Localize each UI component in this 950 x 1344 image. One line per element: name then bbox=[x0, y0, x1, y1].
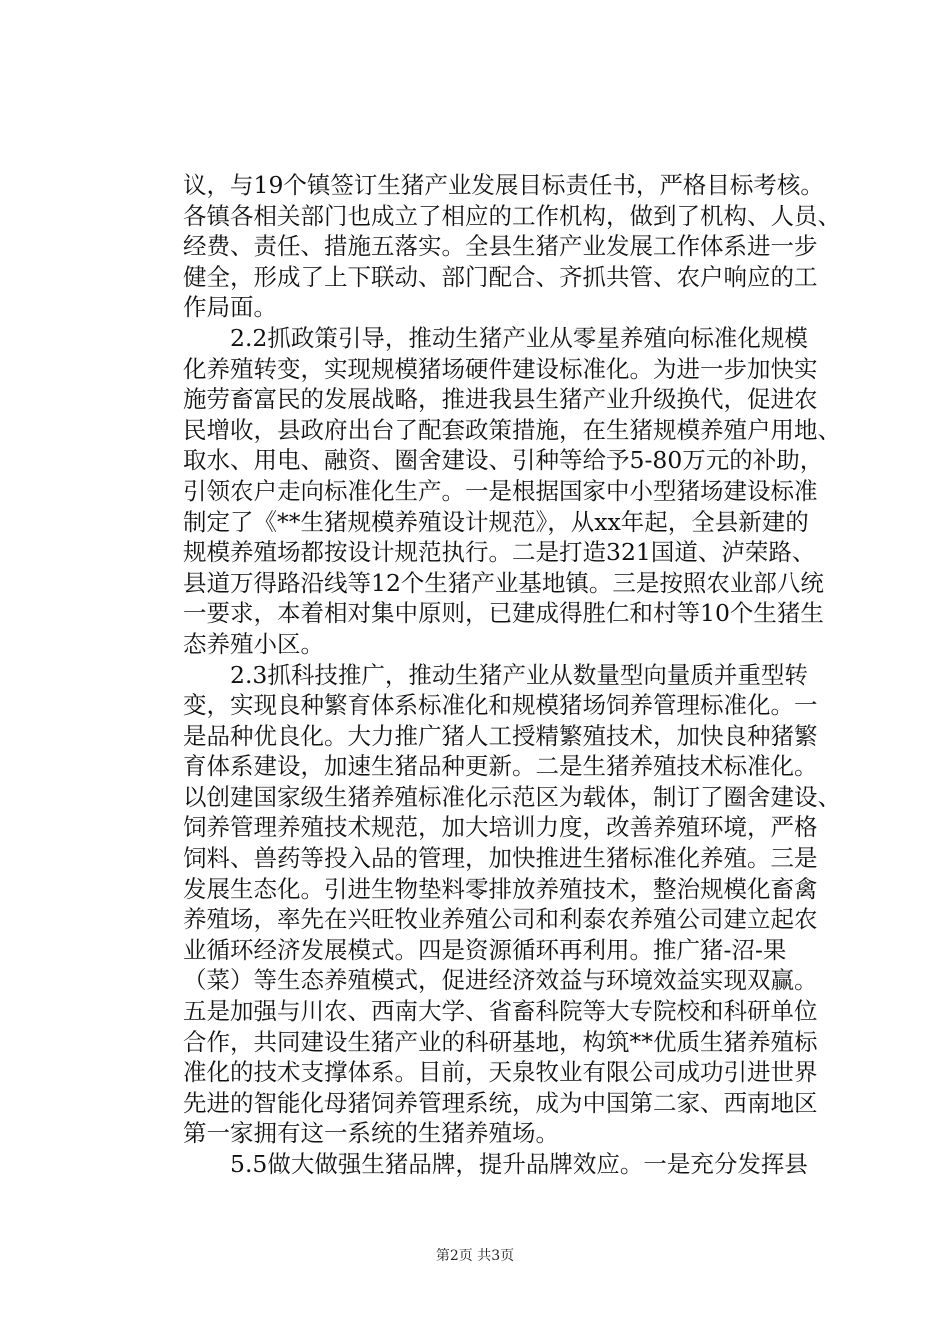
page-footer bbox=[0, 1245, 950, 1265]
text-line: 五是加强与川农、西南大学、省畜科院等大专院校和科研单位 bbox=[183, 997, 818, 1026]
text-line: 制定了《**生猪规模养殖设计规范》，从xx年起，全县新建的 bbox=[183, 507, 809, 536]
text-line: 5.5做大做强生猪品牌，提升品牌效应。一是充分发挥县 bbox=[183, 1150, 808, 1178]
text-line: 饲养管理养殖技术规范，加大培训力度，改善养殖环境，严格 bbox=[183, 813, 818, 842]
text-line: 规模养殖场都按设计规范执行。二是打造321国道、泸荣路、 bbox=[183, 538, 816, 567]
text-line: 化养殖转变，实现规模猪场硬件建设标准化。为进一步加快实 bbox=[183, 354, 818, 383]
page-number-label: 第2页 共3页 bbox=[435, 1248, 515, 1264]
body-text bbox=[183, 170, 843, 1180]
text-line: 合作，共同建设生猪产业的科研基地，构筑**优质生猪养殖标 bbox=[183, 1027, 818, 1056]
text-line: 业循环经济发展模式。四是资源循环再利用。推广猪-沼-果 bbox=[183, 935, 787, 964]
text-line: 养殖场，率先在兴旺牧业养殖公司和利泰农养殖公司建立起农 bbox=[183, 905, 818, 934]
text-line: 以创建国家级生猪养殖标准化示范区为载体，制订了圈舍建设、 bbox=[183, 782, 841, 811]
text-line: 健全，形成了上下联动、部门配合、齐抓共管、农户响应的工 bbox=[183, 262, 818, 291]
text-line: （菜）等生态养殖模式，促进经济效益与环境效益实现双赢。 bbox=[183, 966, 818, 995]
text-line: 第一家拥有这一系统的生猪养殖场。 bbox=[183, 1119, 559, 1148]
text-line: 是品种优良化。大力推广猪人工授精繁殖技术，加快良种猪繁 bbox=[183, 721, 818, 750]
text-line: 2.2抓政策引导，推动生猪产业从零星养殖向标准化规模 bbox=[183, 323, 808, 352]
text-line: 态养殖小区。 bbox=[183, 629, 324, 658]
text-line: 饲料、兽药等投入品的管理，加快推进生猪标准化养殖。三是 bbox=[183, 844, 818, 873]
text-line: 议，与19个镇签订生猪产业发展目标责任书，严格目标考核。 bbox=[183, 171, 824, 199]
text-line: 经费、责任、措施五落实。全县生猪产业发展工作体系进一步 bbox=[183, 232, 818, 261]
text-line: 施劳畜富民的发展战略，推进我县生猪产业升级换代，促进农 bbox=[183, 385, 818, 414]
text-line: 民增收，县政府出台了配套政策措施，在生猪规模养殖户用地、 bbox=[183, 415, 841, 444]
text-line: 2.3抓科技推广，推动生猪产业从数量型向量质并重型转 bbox=[183, 660, 808, 689]
text-line: 变，实现良种繁育体系标准化和规模猪场饲养管理标准化。一 bbox=[183, 691, 818, 720]
text-line: 发展生态化。引进生物垫料零排放养殖技术，整治规模化畜禽 bbox=[183, 874, 818, 903]
text-line: 一要求，本着相对集中原则，已建成得胜仁和村等10个生猪生 bbox=[183, 599, 824, 628]
text-line: 引领农户走向标准化生产。一是根据国家中小型猪场建设标准 bbox=[183, 476, 818, 505]
text-line: 先进的智能化母猪饲养管理系统，成为中国第二家、西南地区 bbox=[183, 1088, 818, 1117]
text-line: 作局面。 bbox=[183, 293, 277, 322]
text-line: 县道万得路沿线等12个生猪产业基地镇。三是按照农业部八统 bbox=[183, 568, 824, 597]
text-line: 取水、用电、融资、圈舍建设、引种等给予5-80万元的补助， bbox=[183, 446, 824, 475]
text-line: 各镇各相关部门也成立了相应的工作机构，做到了机构、人员、 bbox=[183, 201, 841, 230]
text-line: 育体系建设，加速生猪品种更新。二是生猪养殖技术标准化。 bbox=[183, 752, 818, 781]
text-line: 准化的技术支撑体系。目前，天泉牧业有限公司成功引进世界 bbox=[183, 1058, 818, 1087]
